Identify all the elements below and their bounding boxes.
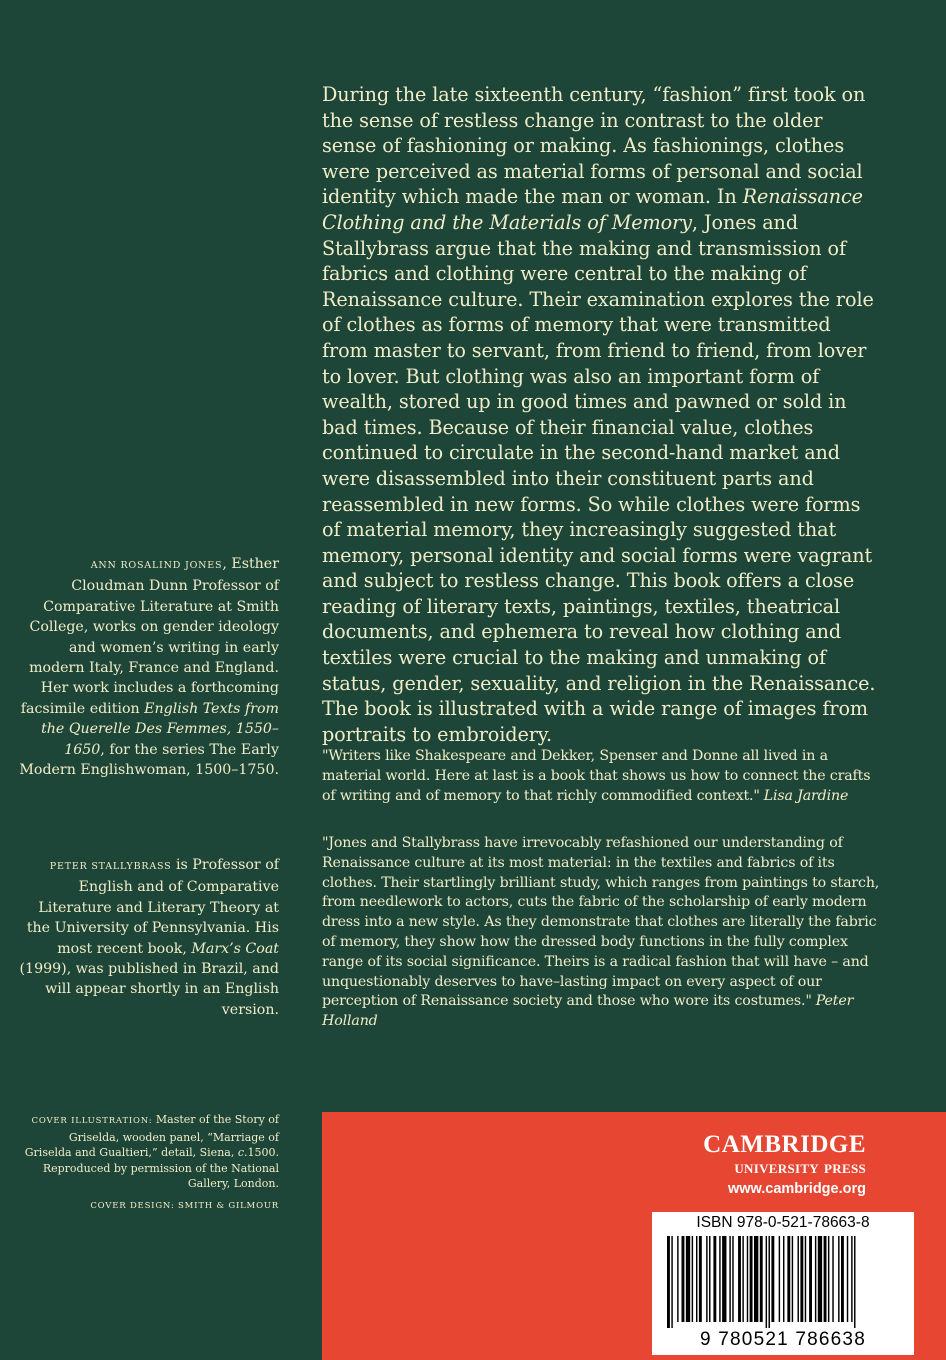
barcode-bar xyxy=(742,1236,743,1322)
barcode-bar xyxy=(699,1236,702,1322)
quote-attribution: Peter Holland xyxy=(322,993,854,1030)
barcode-bar xyxy=(847,1236,848,1322)
illustration-label: COVER ILLUSTRATION: xyxy=(31,1116,153,1126)
author-bio-stallybrass xyxy=(19,855,279,1020)
barcode-bar xyxy=(747,1236,748,1322)
barcode-bar xyxy=(832,1236,833,1322)
review-quote-jardine xyxy=(322,747,884,806)
barcode-bar xyxy=(692,1236,693,1322)
publisher-subtitle xyxy=(734,1156,866,1180)
barcode-bar xyxy=(713,1236,716,1322)
bio-text: is Professor of English and of Comparative Literature and Literary Theory at the University of Pennsylvania. His most recent book, xyxy=(26,857,279,957)
barcode-bar xyxy=(824,1236,827,1322)
bio-text: , for the series The Early Modern Englishwoman, 1500–1750. xyxy=(19,741,279,779)
cover-design-credit: COVER DESIGN: SMITH & GILMOUR xyxy=(90,1200,279,1211)
publisher-url: www.cambridge.org xyxy=(727,1181,866,1197)
barcode-image xyxy=(663,1236,903,1328)
barcode-bar xyxy=(732,1236,733,1322)
barcode-bar xyxy=(838,1236,839,1322)
quote-text: "Jones and Stallybrass have irrevocably refashioned our understanding of Renaissance culture at its most material: in the textiles and fabrics of its clothes. Their startlingly brilliant study, which ranges from paintings to starch, from needlework to actors, cuts the fabric of the scholarship of early modern dress into a new style. As they demonstrate that clothes are literally the fabric of memory, they show how the dressed body functions in the fully complex range of its social significance. Theirs is a radical fashion that will have – and unquestionably deserves to have–lasting impact on every aspect of our perception of Renaissance society and those who wore its costumes." xyxy=(322,835,880,1010)
author-name: ANN ROSALIND JONES xyxy=(90,560,223,571)
book-blurb xyxy=(322,82,882,747)
barcode-bar xyxy=(706,1236,707,1322)
review-quote-holland xyxy=(322,834,884,1032)
barcode-bar xyxy=(750,1236,753,1322)
barcode-bar xyxy=(769,1236,770,1328)
bio-text: , Esther Cloudman Dunn Professor of Comparative Literature at Smith College, works on gender ideology and women’s writing in early modern Italy, France and England. Her work includes a forthcoming facsimile edition xyxy=(20,556,279,717)
publisher-subtitle-text: university press xyxy=(734,1157,866,1178)
barcode-bar xyxy=(771,1236,774,1322)
barcode-bar xyxy=(779,1236,780,1322)
book-title: Renaissance Clothing and the Materials of Memory xyxy=(322,185,863,234)
barcode-bar xyxy=(841,1236,844,1322)
isbn-label: ISBN 978-0-521-78663-8 xyxy=(696,1214,870,1231)
barcode-bar xyxy=(677,1236,678,1322)
barcode-digits: 9 780521 786638 xyxy=(700,1329,866,1350)
circa-abbrev: c. xyxy=(237,1146,248,1160)
barcode-bar xyxy=(722,1236,726,1322)
publisher-name: cambridge xyxy=(703,1121,866,1160)
barcode-bar xyxy=(815,1236,816,1322)
bio-italic-title: Marx’s Coat xyxy=(191,940,279,957)
barcode-bar xyxy=(760,1236,763,1322)
barcode-bar xyxy=(719,1236,720,1322)
barcode-bar xyxy=(798,1236,799,1322)
barcode-bar xyxy=(696,1236,697,1322)
blurb-text-2: , Jones and Stallybrass argue that the making and transmission of fabrics and clothing were central to the making of Renaissance culture. Their examination explores the role of clothes as forms of memory that were transmitted from master to servant, from friend to friend, from lover to lover. But clothing was also an important form of wealth, stored up in good times and pawned or sold in bad times. Because of their financial value, clothes continued to circulate in the second-hand market and were disassembled into their constituent parts and reassembled in new forms. So while clothes were forms of material memory, they increasingly suggested that memory, personal identity and social forms were vagrant and subject to restless change. This book offers a close reading of literary texts, paintings, textiles, theatrical documents, and ephemera to reveal how clothing and textiles were crucial to the making and unmaking of status, gender, sexuality, and religion in the Renaissance. The book is illustrated with a wide range of images from portraits to embroidery. xyxy=(322,210,876,746)
quote-attribution: Lisa Jardine xyxy=(763,787,849,804)
barcode-bar xyxy=(800,1236,803,1322)
barcode-bar xyxy=(686,1236,690,1322)
barcode-bar xyxy=(828,1236,829,1322)
barcode-bar xyxy=(754,1236,758,1322)
barcode-bar xyxy=(792,1236,793,1322)
barcode-bar xyxy=(783,1236,784,1322)
barcode-bar xyxy=(682,1236,685,1322)
barcode-bar xyxy=(729,1236,730,1322)
barcode-bar xyxy=(805,1236,806,1322)
barcode-bar xyxy=(818,1236,822,1322)
author-bio-jones xyxy=(19,554,279,780)
barcode-bar xyxy=(851,1236,852,1322)
cover-illustration-credit xyxy=(19,1112,279,1192)
barcode-bar xyxy=(787,1236,790,1322)
barcode-bar xyxy=(766,1236,767,1328)
barcode-bar xyxy=(671,1236,672,1328)
quote-text: "Writers like Shakespeare and Dekker, Spenser and Donne all lived in a material world. Here at last is a book that shows us how to connect the crafts of writing and of memory to that richly commodified context." xyxy=(322,748,871,804)
author-name: PETER STALLYBRASS xyxy=(49,861,172,872)
blurb-text-1: During the late sixteenth century, “fashion” first took on the sense of restless change in contrast to the older sense of fashioning or making. As fashionings, clothes were perceived as material forms of personal and social identity which made the man or woman. In xyxy=(322,83,866,209)
barcode-box xyxy=(652,1212,914,1355)
barcode-bar xyxy=(854,1236,855,1328)
cover-credits xyxy=(19,1112,279,1215)
barcode-bar xyxy=(809,1236,812,1322)
barcode-bar xyxy=(738,1236,741,1322)
barcode-bar xyxy=(667,1236,670,1328)
publisher-panel xyxy=(322,1112,946,1360)
illustration-text: 1500. Reproduced by permission of the National Gallery, London. xyxy=(42,1146,279,1191)
bio-italic-title: English Texts from the Querelle Des Femmes, 1550–1650 xyxy=(41,700,279,758)
barcode-bar xyxy=(709,1236,710,1322)
illustration-text: Master of the Story of Griselda, wooden panel, “Marriage of Griselda and Gualtieri,” detail, Siena, xyxy=(24,1113,279,1160)
publisher-logo-name xyxy=(703,1122,866,1160)
bio-text: (1999), was published in Brazil, and will appear shortly in an English version. xyxy=(19,961,279,1018)
